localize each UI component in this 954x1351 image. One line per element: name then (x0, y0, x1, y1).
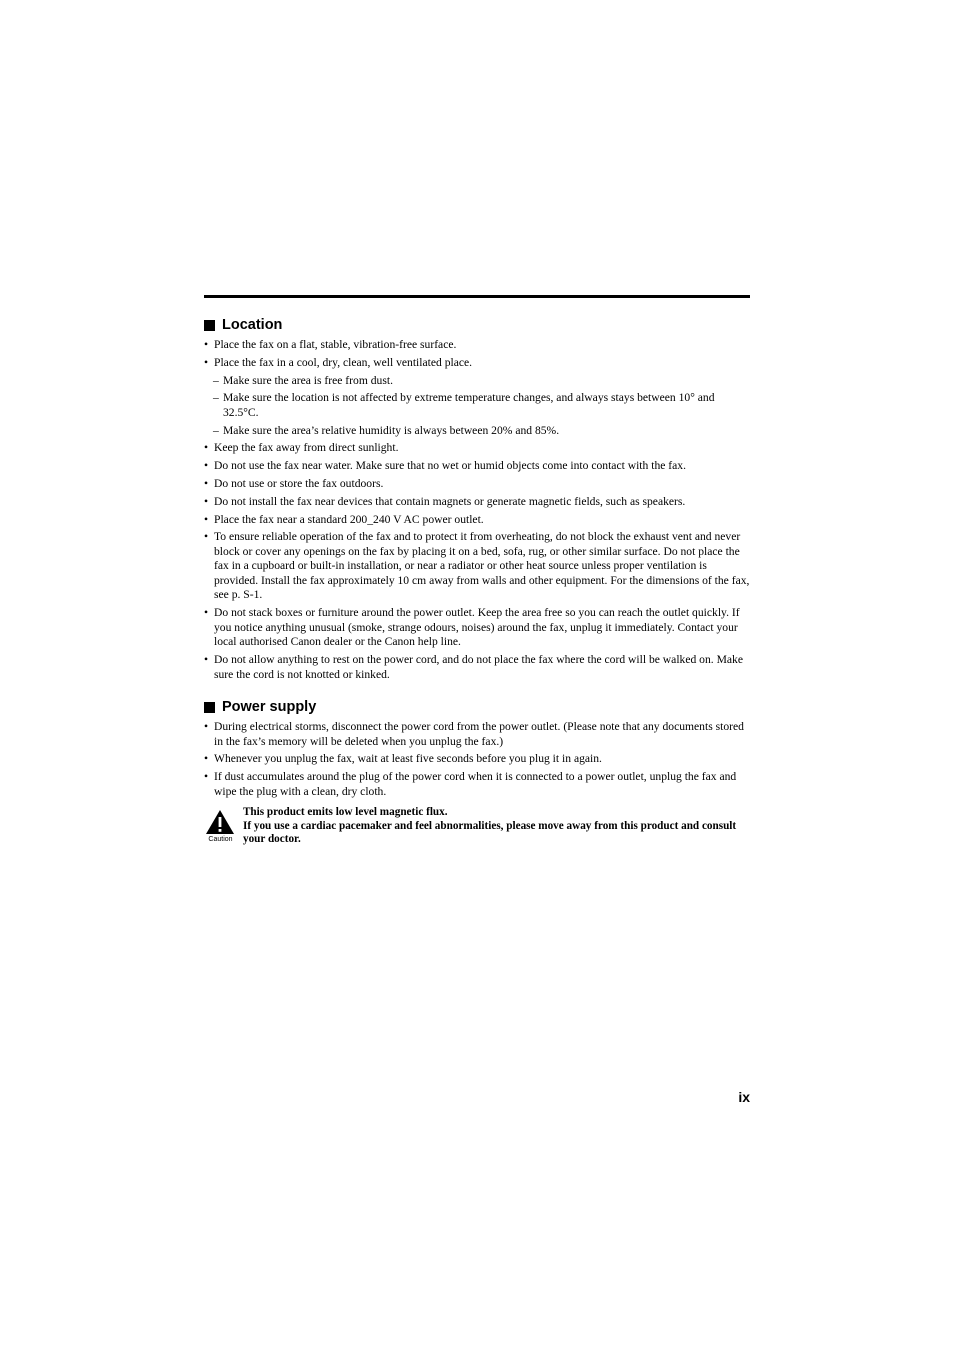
power-supply-list (204, 720, 750, 799)
list-item: • Whenever you unplug the fax, wait at least five seconds before you plug it in again. (204, 752, 750, 767)
top-rule (204, 295, 750, 298)
list-item: • Do not use or store the fax outdoors. (204, 477, 750, 492)
power-supply-heading (204, 698, 750, 716)
caution-icon-wrap (204, 806, 237, 847)
caution-line-1: This product emits low level magnetic flux. (242, 806, 448, 819)
list-item: • To ensure reliable operation of the fax and to protect it from overheating, do not block the exhaust vent and never block or cover any openings on the fax by placing it on a bed, sofa, rug, or other similar surface. Do not place the fax in a cupboard or built-in installation, or near a radiator or other heat source unless proper ventilation is provided. Install the fax approximately 10 cm away from walls and other equipment. For the dimensions of the fax, see p. S-1. (204, 530, 750, 603)
caution-label: Caution (208, 836, 233, 844)
list-item: • Place the fax on a flat, stable, vibration-free surface. (204, 338, 750, 353)
warning-triangle-icon (205, 809, 235, 835)
list-item: • If dust accumulates around the plug of the power cord when it is connected to a power outlet, unplug the fax and wipe the plug with a clean, dry cloth. (204, 770, 750, 799)
list-item: • Place the fax in a cool, dry, clean, well ventilated place. (204, 356, 750, 371)
sub-list-item: – Make sure the location is not affected by extreme temperature changes, and always stays between 10° and 32.5°C. (204, 391, 750, 420)
heading-square-icon (204, 702, 215, 713)
caution-text (243, 806, 750, 847)
list-item: • Do not stack boxes or furniture around the power outlet. Keep the area free so you can reach the outlet quickly. If you notice anything unusual (smoke, strange odours, noises) around the fax, unplug it immediately. Contact your local authorised Canon dealer or the Canon help line. (204, 606, 750, 650)
location-heading (204, 316, 750, 334)
caution-line-2: If you use a cardiac pacemaker and feel abnormalities, please move away from this product and consult your doctor. (242, 819, 737, 846)
list-item: • Place the fax near a standard 200_240 V AC power outlet. (204, 513, 750, 528)
sub-list-item: – Make sure the area’s relative humidity is always between 20% and 85%. (204, 424, 750, 439)
list-item: • Do not use the fax near water. Make sure that no wet or humid objects come into contact with the fax. (204, 459, 750, 474)
page-content (204, 316, 750, 847)
list-item: • Keep the fax away from direct sunlight. (204, 441, 750, 456)
list-item: • Do not install the fax near devices that contain magnets or generate magnetic fields, such as speakers. (204, 495, 750, 510)
heading-square-icon (204, 320, 215, 331)
sub-list-item: – Make sure the area is free from dust. (204, 374, 750, 389)
list-item: • During electrical storms, disconnect the power cord from the power outlet. (Please note that any documents stored in the fax’s memory will be deleted when you unplug the fax.) (204, 720, 750, 749)
location-heading-text: Location (222, 317, 283, 333)
caution-block (204, 806, 750, 847)
location-list (204, 338, 750, 682)
power-supply-heading-text: Power supply (222, 699, 317, 716)
page-number: ix (738, 1089, 750, 1105)
list-item: • Do not allow anything to rest on the power cord, and do not place the fax where the cord will be walked on. Make sure the cord is not knotted or kinked. (204, 653, 750, 682)
